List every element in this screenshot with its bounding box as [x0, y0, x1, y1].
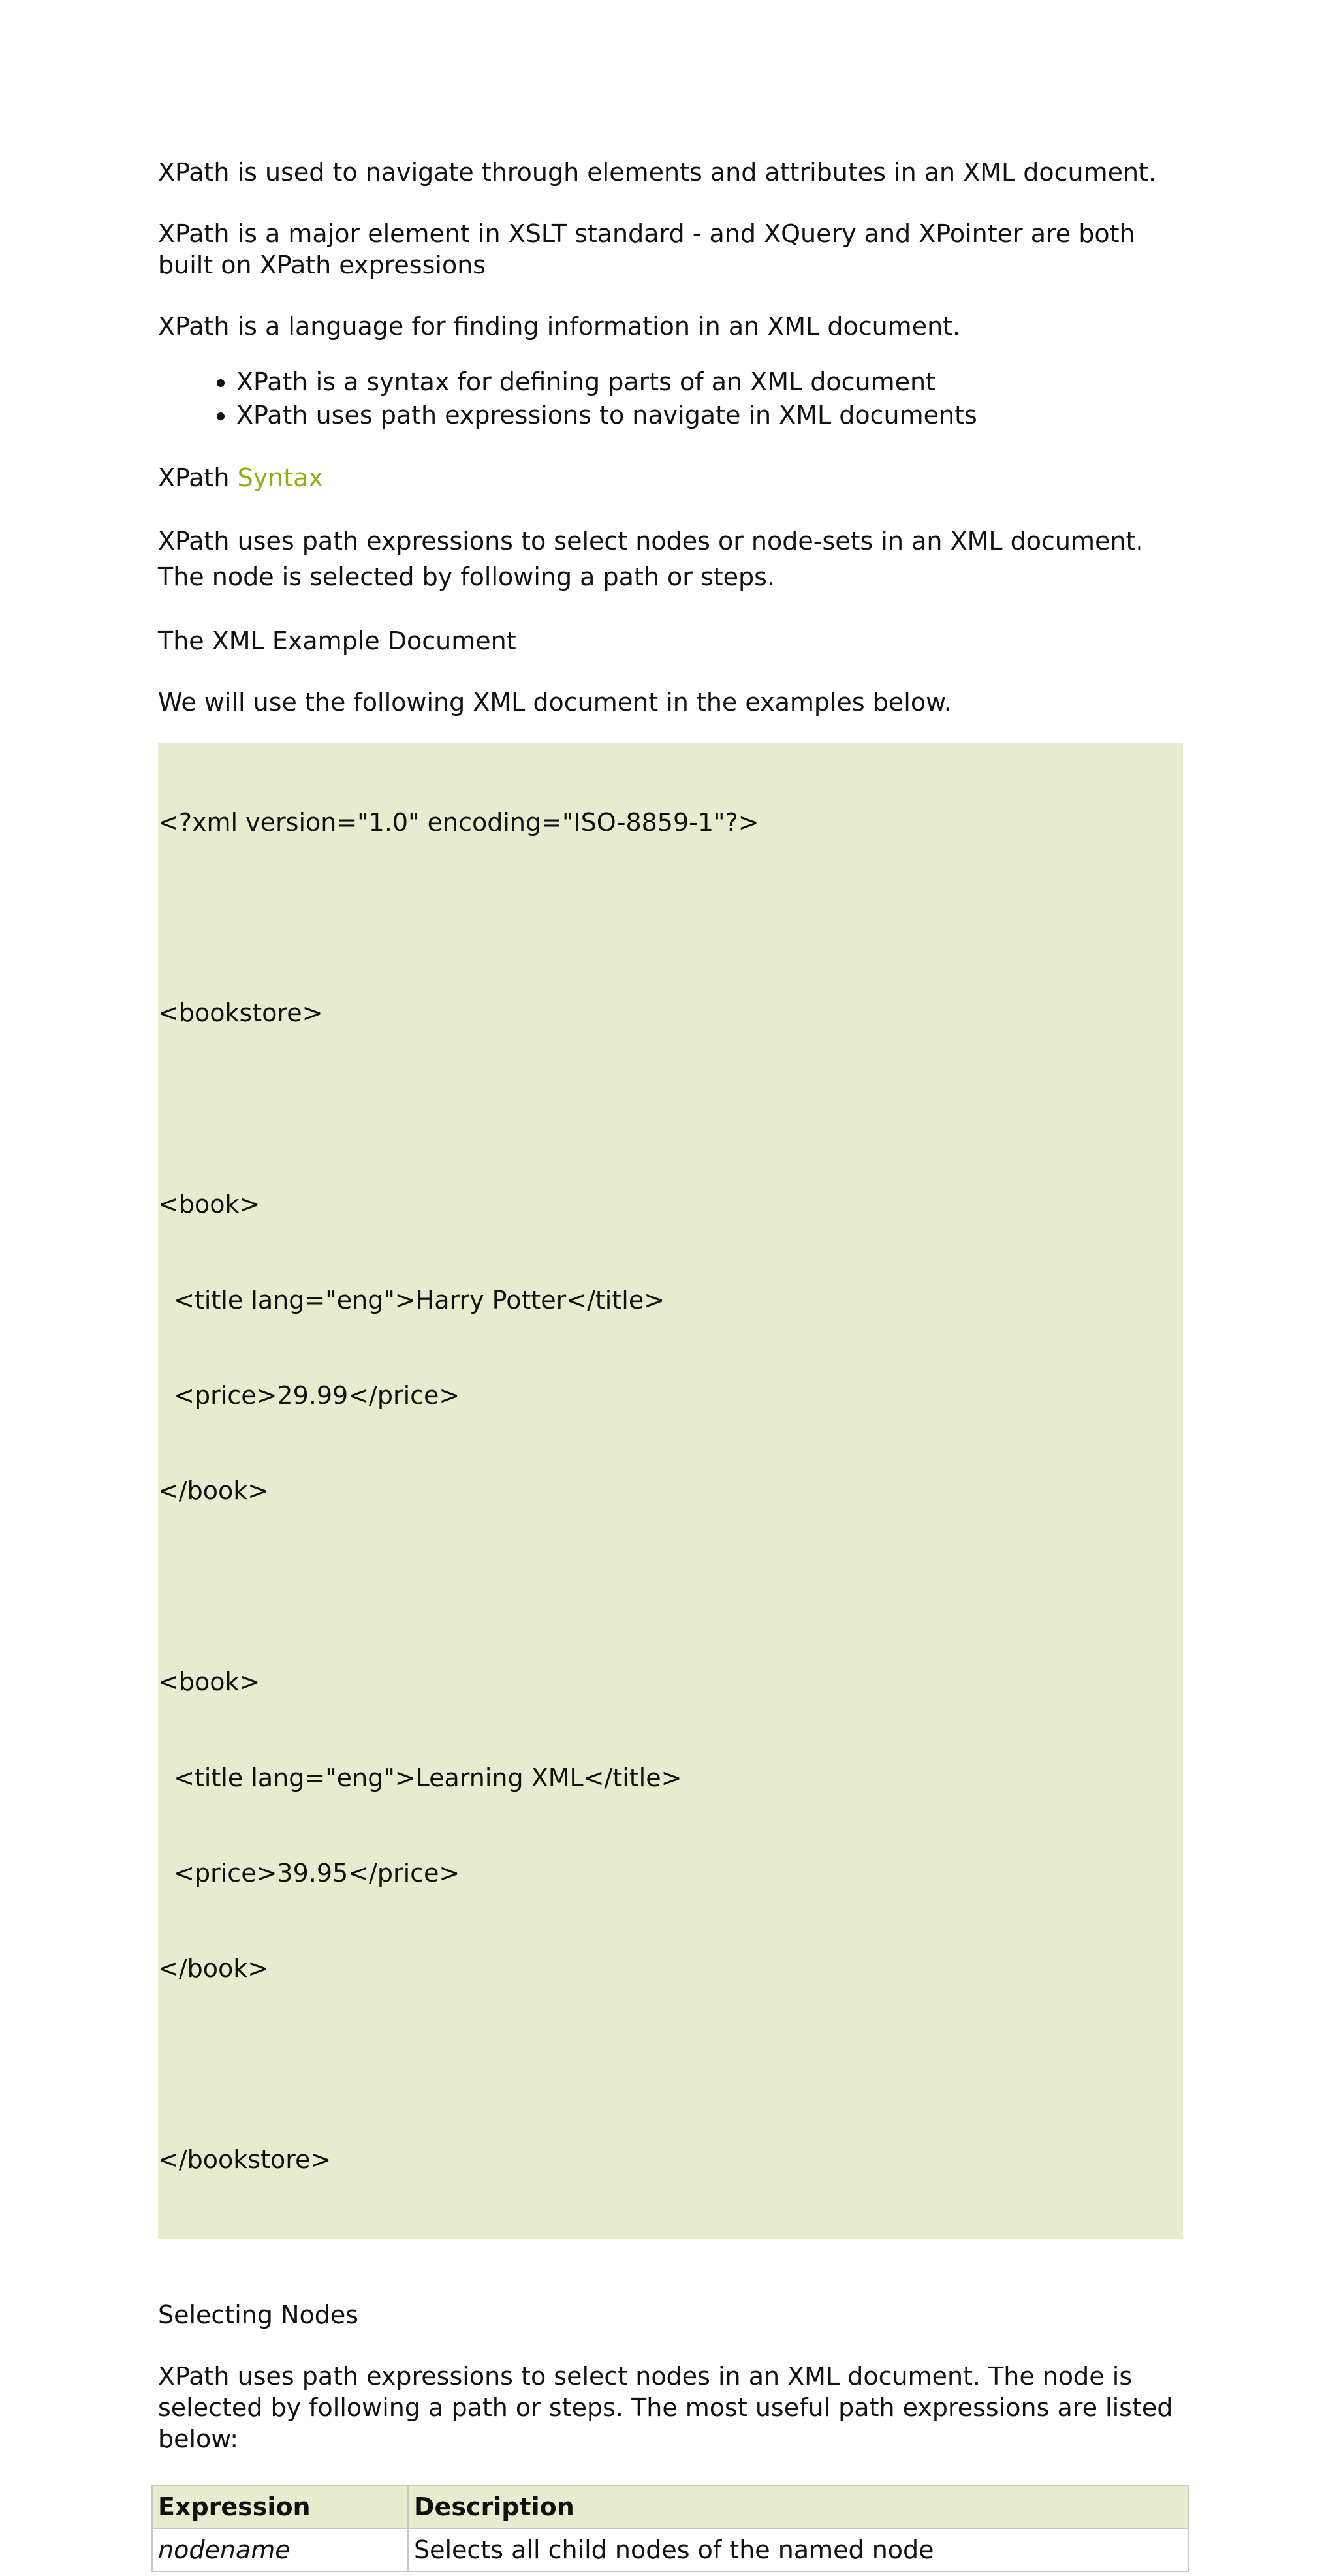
code-line	[158, 1093, 1183, 1125]
code-line	[158, 2049, 1183, 2081]
table-cell-expression: nodename	[152, 2528, 408, 2571]
code-line: <title lang="eng">Learning XML</title>	[158, 1763, 682, 1792]
code-line: <book>	[158, 1668, 260, 1697]
syntax-heading-prefix: XPath	[158, 463, 238, 492]
xpath-bullet-list	[158, 365, 1183, 432]
code-line: <price>39.95</price>	[158, 1858, 460, 1887]
code-line: </book>	[158, 1476, 269, 1506]
example-intro: We will use the following XML document in the examples below.	[158, 688, 952, 717]
document-content	[158, 157, 1183, 2576]
table-cell-description: Selects all child nodes of the named node	[408, 2528, 1189, 2571]
code-line: <price>29.99</price>	[158, 1380, 460, 1410]
code-line: <book>	[158, 1190, 260, 1219]
table-header-expression: Expression	[152, 2485, 408, 2528]
code-line: <bookstore>	[158, 999, 323, 1028]
code-line: </book>	[158, 1954, 269, 1983]
table-header-description: Description	[408, 2485, 1189, 2528]
selecting-paragraph: XPath uses path expressions to select nodes in an XML document. The node is selected by following a path or steps. The most useful path expressions are listed below:	[158, 2362, 1173, 2454]
intro-paragraph-3: XPath is a language for finding information in an XML document.	[158, 312, 961, 341]
xml-code-block	[158, 743, 1183, 2239]
table-row	[152, 2528, 1189, 2571]
syntax-paragraph: XPath uses path expressions to select nodes or node-sets in an XML document. The node is selected by following a path or steps.	[158, 527, 1144, 591]
code-line: <title lang="eng">Harry Potter</title>	[158, 1285, 665, 1314]
intro-paragraph-1: XPath is used to navigate through elements and attributes in an XML document.	[158, 158, 1157, 187]
code-line: <?xml version="1.0" encoding="ISO-8859-1"?>	[158, 807, 759, 837]
code-line: </bookstore>	[158, 2145, 332, 2175]
syntax-heading	[158, 462, 1183, 493]
code-line	[158, 902, 1183, 934]
syntax-heading-accent: Syntax	[237, 463, 323, 492]
selecting-heading: Selecting Nodes	[158, 2301, 359, 2330]
table-wrapper	[158, 2485, 1183, 2576]
example-heading: The XML Example Document	[158, 627, 516, 655]
list-item: • XPath is a syntax for defining parts of an XML document	[236, 365, 1183, 399]
intro-paragraph-2: XPath is a major element in XSLT standard - and XQuery and XPointer are both built on XPath expressions	[158, 219, 1135, 279]
code-line	[158, 1571, 1183, 1603]
table-header-row	[152, 2485, 1189, 2528]
expression-table	[151, 2485, 1189, 2572]
list-item: • XPath uses path expressions to navigate in XML documents	[236, 399, 1183, 432]
